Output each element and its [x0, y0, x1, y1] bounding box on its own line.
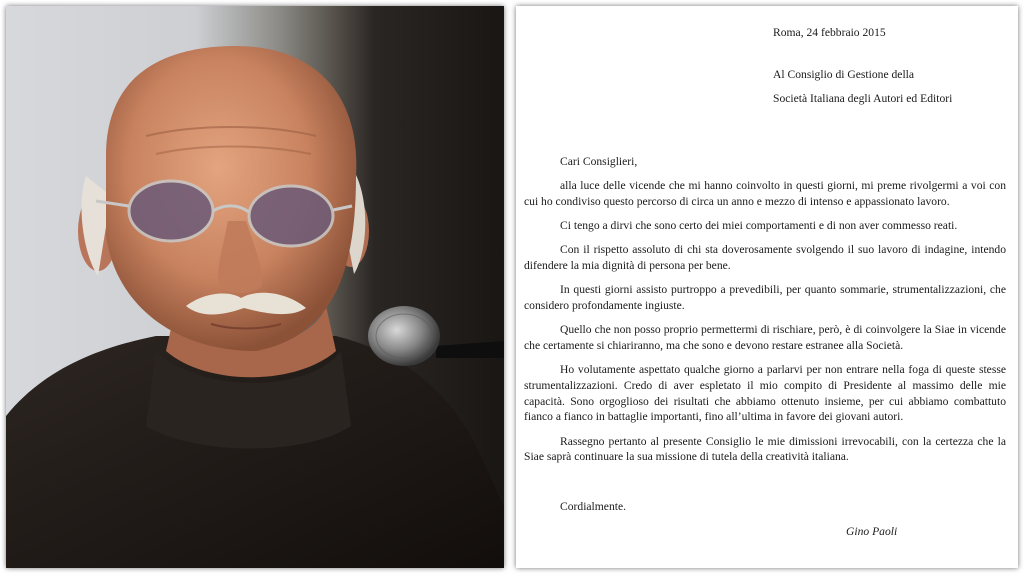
letter-paragraph: Quello che non posso proprio permettermi di rischiare, però, è di coinvolgere la Siae in vicende che certamente si chiariranno, ma che sono e devono restare estranee alla Società. — [524, 323, 1006, 352]
letter-paragraph: In questi giorni assisto purtroppo a prevedibili, per quanto sommarie, strumentalizzazioni, che considero profondamente ingiuste. — [524, 283, 1006, 312]
letter-paragraph: Rassegno pertanto al presente Consiglio le mie dimissioni irrevocabili, con la certezza che la Siae saprà continuare la sua missione di tutela della creatività italiana. — [524, 434, 1006, 464]
portrait-illustration — [6, 6, 504, 568]
recipient-line-1: Al Consiglio di Gestione della — [773, 68, 915, 81]
letter-date: Roma, 24 febbraio 2015 — [773, 26, 886, 39]
letter-body — [524, 178, 1006, 473]
letter-signature: Gino Paoli — [846, 525, 898, 538]
letter-paragraph: alla luce delle vicende che mi hanno coinvolto in questi giorni, mi preme rivolgermi a voi con cui ho condiviso questo percorso di circa un anno e mezzo di intenso e appassionato lavoro. — [524, 179, 1006, 208]
recipient-line-2: Società Italiana degli Autori ed Editori — [773, 92, 953, 105]
letter-closing: Cordialmente. — [560, 500, 627, 513]
microphone-icon — [368, 306, 440, 366]
letter-document — [516, 6, 1018, 568]
letter-paragraph: Con il rispetto assoluto di chi sta doverosamente svolgendo il suo lavoro di indagine, intendo difendere la mia dignità di persona per bene. — [524, 243, 1006, 272]
letter-paragraph: Ho volutamente aspettato qualche giorno a parlarvi per non entrare nella foga di queste stesse strumentalizzazioni. Credo di aver espletato il mio compito di Presidente al massimo delle mie capacità. Sono orgoglioso dei risultati che abbiamo ottenuto insieme, per cui abbiamo combattuto fianco a fianco in battaglie importanti, fino all’ultima in favore dei giovani autori. — [524, 363, 1006, 424]
letter-salutation: Cari Consiglieri, — [560, 155, 638, 168]
letter-paragraph: Ci tengo a dirvi che sono certo dei miei comportamenti e di non aver commesso reati. — [560, 218, 958, 232]
portrait-photo — [6, 6, 504, 568]
